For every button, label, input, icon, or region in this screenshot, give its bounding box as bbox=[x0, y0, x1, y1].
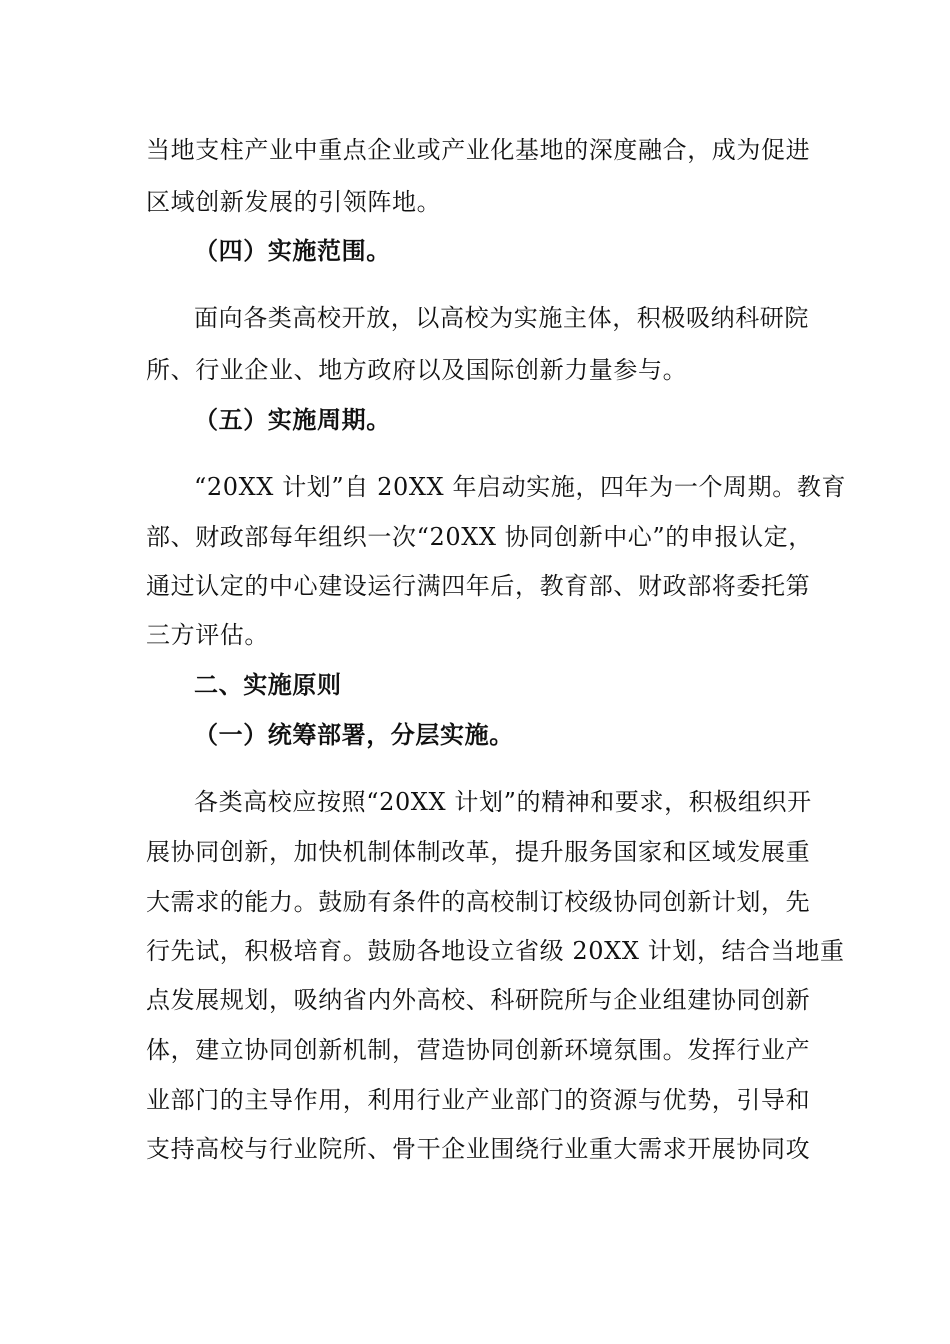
paragraph-first-line: 面向各类高校开放，以高校为实施主体，积极吸纳科研院 bbox=[194, 304, 809, 332]
paragraph-first-line: 各类高校应按照“20XX 计划”的精神和要求，积极组织开 bbox=[194, 788, 812, 816]
body-text-line: 业部门的主导作用，利用行业产业部门的资源与优势，引导和 bbox=[146, 1086, 811, 1114]
section-heading: （五）实施周期。 bbox=[194, 405, 391, 434]
section-heading: （一）统筹部署，分层实施。 bbox=[194, 720, 514, 749]
section-heading: （四）实施范围。 bbox=[194, 236, 391, 265]
body-text-line: 部、财政部每年组织一次“20XX 协同创新中心”的申报认定， bbox=[146, 523, 813, 551]
body-text-line: 通过认定的中心建设运行满四年后，教育部、财政部将委托第 bbox=[146, 572, 811, 600]
chapter-heading: 二、实施原则 bbox=[194, 670, 342, 699]
body-text-line: 支持高校与行业院所、骨干企业围绕行业重大需求开展协同攻 bbox=[146, 1135, 811, 1163]
body-text-line: 大需求的能力。鼓励有条件的高校制订校级协同创新计划，先 bbox=[146, 888, 811, 916]
paragraph-first-line: “20XX 计划”自 20XX 年启动实施，四年为一个周期。教育 bbox=[194, 473, 847, 501]
body-text-line: 点发展规划，吸纳省内外高校、科研院所与企业组建协同创新 bbox=[146, 986, 811, 1014]
body-text-line: 区域创新发展的引领阵地。 bbox=[146, 188, 442, 216]
body-text-line: 当地支柱产业中重点企业或产业化基地的深度融合，成为促进 bbox=[146, 136, 811, 164]
body-text-line: 行先试，积极培育。鼓励各地设立省级 20XX 计划，结合当地重 bbox=[146, 937, 845, 965]
body-text-line: 所、行业企业、地方政府以及国际创新力量参与。 bbox=[146, 356, 688, 384]
body-text-line: 体，建立协同创新机制，营造协同创新环境氛围。发挥行业产 bbox=[146, 1036, 811, 1064]
body-text-line: 展协同创新，加快机制体制改革，提升服务国家和区域发展重 bbox=[146, 838, 811, 866]
body-text-line: 三方评估。 bbox=[146, 621, 269, 649]
